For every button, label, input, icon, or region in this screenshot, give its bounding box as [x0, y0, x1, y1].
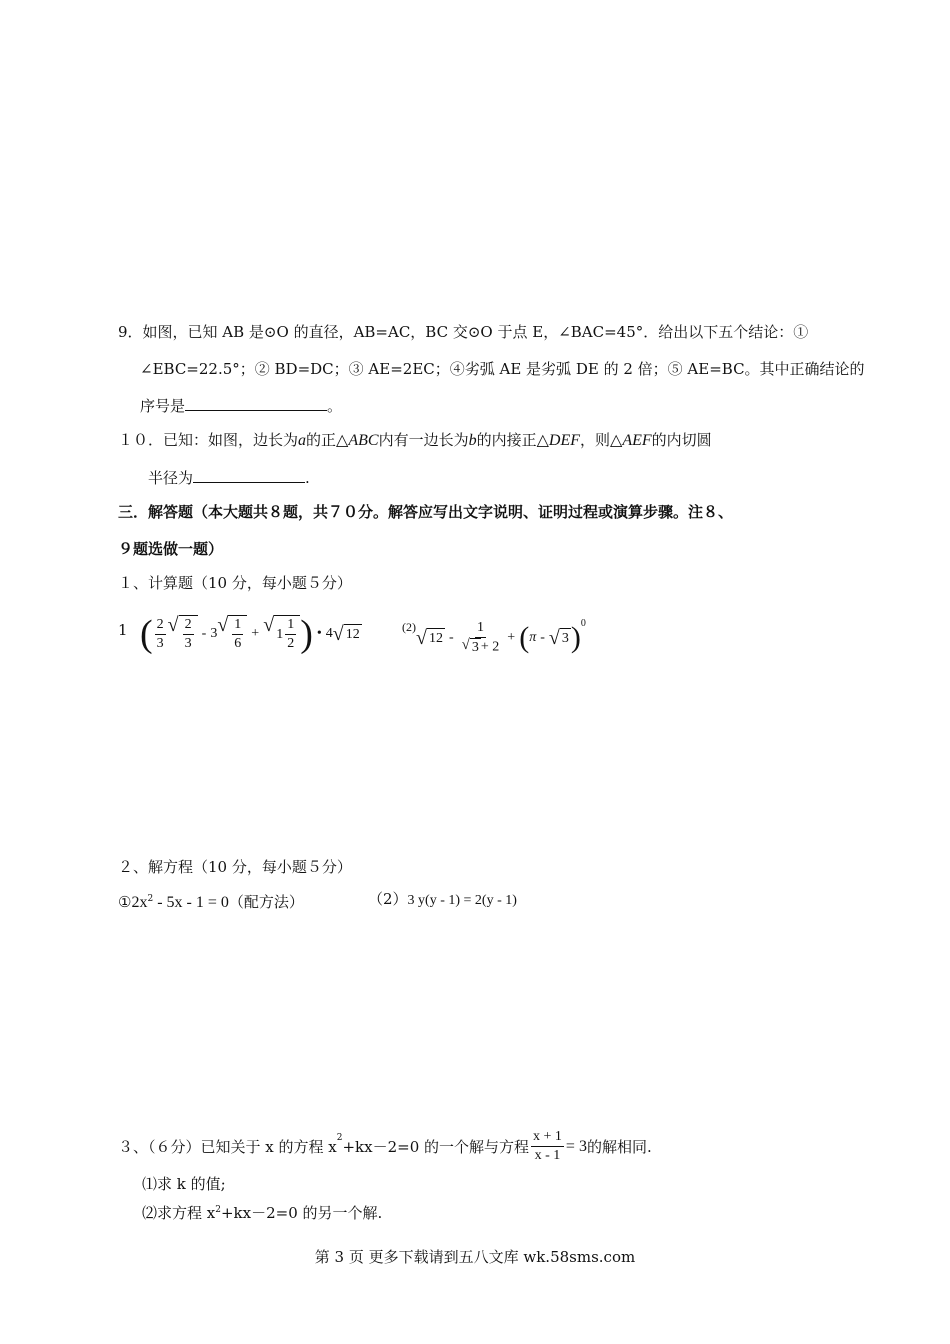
- p1-expr1-label: 1: [118, 621, 128, 639]
- p3-line1: ３、（６分）已知关于 x 的方程 x $^2$ +kx－2=0 的一个解与方程 $\frac{x + 1}{x - 1}$ = 3 的解相同.: [118, 1129, 652, 1163]
- q9-line1: 9．如图，已知 AB 是⊙O 的直径，AB=AC，BC 交⊙O 于点 E，∠BAC=45°．给出以下五个结论：①: [118, 323, 809, 341]
- p1-expr1: ( $\frac{2}{3}$ √ $\frac{2}{3}$ - 3 √ $\frac{1}{6}$ + √ 1 $\frac{1}{2}$ ) • 4 √ 12: [140, 613, 360, 655]
- section3-heading-line1: 三．解答题（本大题共８题，共７０分。解答应写出文字说明、证明过程或演算步骤。注８、: [118, 503, 734, 521]
- page-footer: 第 3 页 更多下载请到五八文库 wk.58sms.com: [314, 1248, 636, 1266]
- q9-answer-blank[interactable]: [185, 396, 327, 411]
- p2-title: ２、解方程（10 分，每小题５分）: [118, 858, 352, 876]
- q10-line2: 半径为 .: [148, 469, 310, 487]
- p3-sub1: ⑴求 k 的值;: [142, 1175, 226, 1193]
- p1-expr2: (2) √ 12 - 1 √ 3 + 2 + ( π - √ 3 ) 0: [402, 618, 586, 655]
- p2-eq1: $①2x^2 - 5x - 1 = 0$（配方法）: [118, 893, 304, 911]
- section3-heading-line2: ９题选做一题）: [118, 540, 224, 558]
- p2-eq2: （2）3 y(y - 1) = 2(y - 1): [368, 890, 517, 908]
- q10-answer-blank[interactable]: [193, 468, 305, 483]
- p3-sub2: ⑵求方程 $x^2+kx-2=0$ 的另一个解.: [142, 1204, 383, 1222]
- q9-line3: 序号是 。: [140, 397, 343, 415]
- p1-title: １、计算题（10 分，每小题５分）: [118, 574, 352, 592]
- q10-line1: １０．已知：如图，边长为a的正△ABC内有一边长为b的内接正△DEF，则△AEF的内切圆: [118, 431, 712, 449]
- q9-line2: ∠EBC=22.5°；② BD=DC；③ AE=2EC；④劣弧 AE 是劣弧 DE 的 2 倍；⑤ AE=BC。其中正确结论的: [140, 360, 865, 378]
